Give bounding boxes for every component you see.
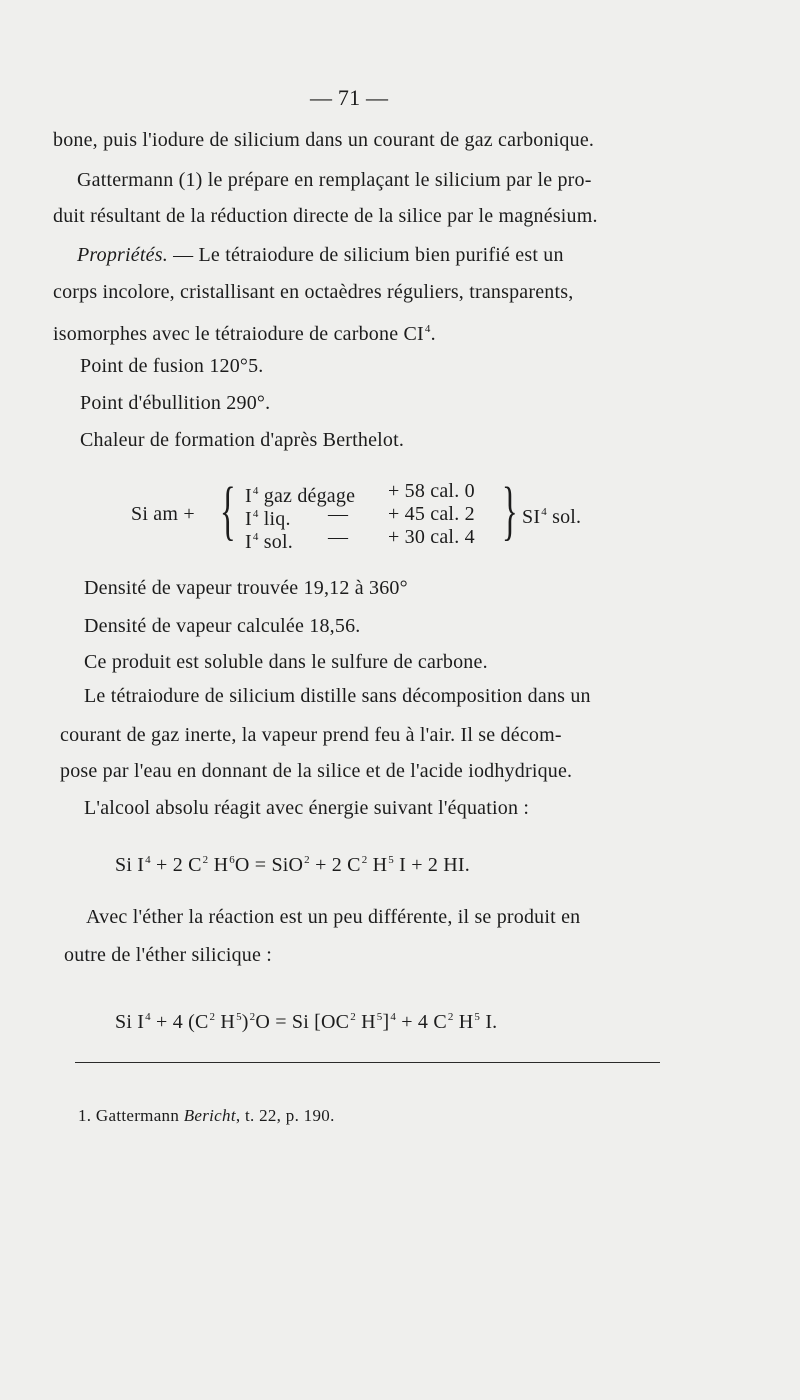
eq-run: + 4 (C: [150, 1011, 209, 1033]
eq-run: H: [355, 1011, 376, 1033]
eq-run: O = SiO: [234, 854, 304, 876]
eq-run: + 2 C: [150, 854, 202, 876]
thermo-value: + 45 cal. 2: [388, 503, 475, 525]
text-line: pose par l'eau en donnant de la silice et de l'acide iodhydrique.: [60, 760, 573, 782]
thermo-dash: —: [328, 503, 349, 525]
thermo-dash: —: [328, 526, 349, 548]
boiling-point: Point d'ébullition 290°.: [80, 392, 271, 414]
equation-ether: [115, 1005, 497, 1034]
melting-point: Point de fusion 120°5.: [80, 355, 264, 377]
eq-run: H: [215, 1011, 236, 1033]
text-line: L'alcool absolu réagit avec énergie suivant l'équation :: [84, 797, 530, 819]
thermo-value: + 30 cal. 4: [388, 526, 475, 548]
eq-run: I.: [480, 1011, 498, 1033]
text-line: Le tétraiodure de silicium distille sans décomposition dans un: [84, 685, 591, 707]
eq-run: ): [241, 1011, 249, 1033]
properties-label: Propriétés.: [77, 244, 168, 266]
eq-run: Si I: [115, 854, 145, 876]
eq-run: H: [208, 854, 229, 876]
eq-run: H: [367, 854, 388, 876]
eq-run: ]: [382, 1011, 390, 1033]
superscript: 2: [304, 854, 310, 866]
equation-alcohol: [115, 848, 470, 877]
superscript: 2: [447, 1011, 454, 1023]
thermo-state: gaz dégage: [263, 485, 356, 507]
text-line: outre de l'éther silicique :: [64, 944, 273, 966]
text-run: sol.: [546, 506, 582, 528]
superscript: 2: [202, 854, 209, 866]
thermo-row: [245, 525, 293, 554]
eq-run: O = Si [OC: [255, 1011, 350, 1033]
eq-run: + 4 C: [396, 1011, 447, 1033]
footnote-ref: , t. 22, p. 190.: [235, 1106, 335, 1125]
text-line: Gattermann (1) le prépare en remplaçant le silicium par le pro-: [77, 169, 592, 191]
eq-run: + 2 C: [309, 854, 361, 876]
eq-run: Si I: [115, 1011, 145, 1033]
superscript: 4: [145, 854, 151, 866]
text-line: Avec l'éther la réaction est un peu différente, il se produit en: [86, 906, 581, 928]
superscript: 2: [361, 854, 368, 866]
text-line: courant de gaz inerte, la vapeur prend feu à l'air. Il se décom-: [60, 724, 562, 746]
iodine: I: [245, 485, 252, 507]
superscript: 4: [145, 1011, 151, 1023]
thermo-value: + 58 cal. 0: [388, 480, 475, 502]
footnote-journal: Bericht: [183, 1106, 236, 1125]
page-number: — 71 —: [310, 85, 389, 110]
superscript: 4: [252, 508, 259, 520]
footnote-rule: [75, 1062, 660, 1063]
footnote-number: 1.: [78, 1106, 92, 1125]
vapour-density-found: Densité de vapeur trouvée 19,12 à 360°: [84, 577, 408, 599]
superscript: 4: [424, 323, 431, 335]
text-run: isomorphes avec le tétraiodure de carbone CI: [53, 323, 424, 345]
text-run: SI: [522, 506, 541, 528]
text-run: — Le tétraiodure de silicium bien purifié est un: [167, 244, 564, 266]
right-brace: }: [501, 474, 518, 547]
superscript: 5: [388, 854, 394, 866]
superscript: 2: [249, 1011, 256, 1023]
text-run: .: [430, 323, 436, 345]
superscript: 5: [474, 1011, 481, 1023]
text-line: bone, puis l'iodure de silicium dans un courant de gaz carbonique.: [53, 129, 595, 151]
superscript: 2: [350, 1011, 356, 1023]
thermo-left: Si am +: [131, 503, 195, 525]
superscript: 4: [252, 485, 259, 497]
eq-run: I + 2 HI.: [393, 854, 470, 876]
text-line: Ce produit est soluble dans le sulfure de carbone.: [84, 651, 488, 673]
text-line: duit résultant de la réduction directe de la silice par le magnésium.: [53, 205, 598, 227]
iodine: I: [245, 508, 252, 530]
thermo-right: [522, 500, 581, 529]
footnote: [78, 1104, 335, 1128]
superscript: 5: [376, 1011, 383, 1023]
eq-run: H: [453, 1011, 474, 1033]
superscript: 2: [209, 1011, 216, 1023]
superscript: 4: [390, 1011, 397, 1023]
superscript: 6: [229, 854, 235, 866]
thermo-state: liq.: [263, 508, 291, 530]
left-brace: {: [219, 474, 236, 547]
superscript: 4: [252, 531, 259, 543]
superscript: 4: [541, 506, 547, 518]
heat-of-formation-heading: Chaleur de formation d'après Berthelot.: [80, 429, 405, 451]
thermo-state: sol.: [263, 531, 293, 553]
superscript: 5: [236, 1011, 242, 1023]
footnote-author: Gattermann: [91, 1106, 184, 1125]
properties-line: [77, 243, 564, 267]
text-line: corps incolore, cristallisant en octaèdres réguliers, transparents,: [53, 281, 574, 303]
iodine: I: [245, 531, 252, 553]
text-line: [53, 317, 436, 346]
vapour-density-calculated: Densité de vapeur calculée 18,56.: [84, 615, 361, 637]
